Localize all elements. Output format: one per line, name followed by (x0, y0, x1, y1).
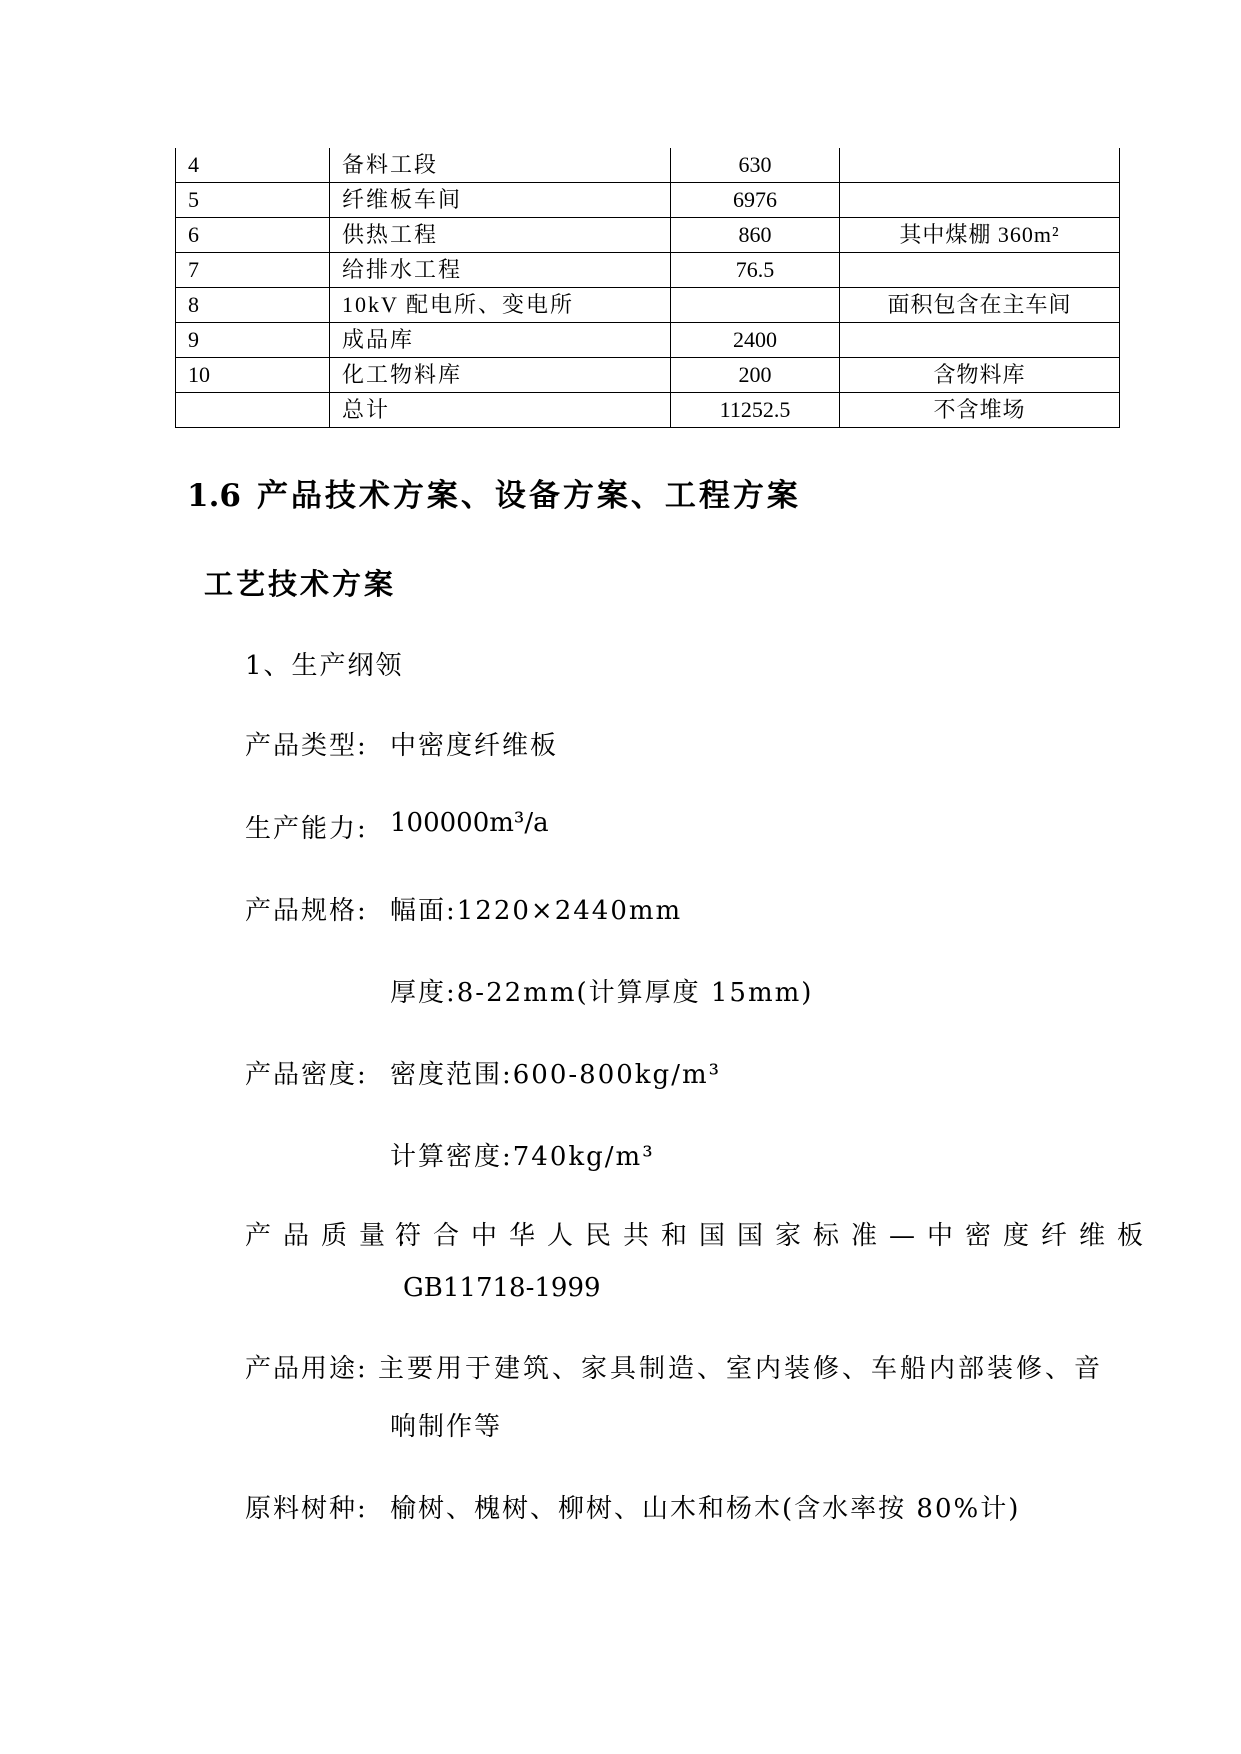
row-area: 630 (671, 148, 840, 183)
product-type-label: 产品类型: (245, 731, 368, 761)
row-note (840, 323, 1120, 358)
row-name: 成品库 (330, 323, 671, 358)
row-name: 纤维板车间 (330, 183, 671, 218)
table-row (176, 218, 1120, 253)
table-row (176, 183, 1120, 218)
item-production-program: 1、生产纲领 (245, 651, 404, 681)
row-name: 供热工程 (330, 218, 671, 253)
section-heading (187, 470, 801, 515)
row-area: 76.5 (671, 253, 840, 288)
species-label: 原料树种: (245, 1494, 368, 1524)
row-number: 7 (176, 253, 330, 288)
row-number: 8 (176, 288, 330, 323)
quality-value-line1: 符合中华人民共和国国家标准—中密度纤维板 (395, 1221, 1156, 1251)
species-value: 榆树、槐树、柳树、山木和杨木(含水率按 80%计) (390, 1494, 1021, 1524)
product-type-value: 中密度纤维板 (390, 731, 559, 761)
row-number: 10 (176, 358, 330, 393)
table-row (176, 323, 1120, 358)
quality-value-line2: GB11718-1999 (403, 1273, 601, 1303)
spec-label: 产品规格: (245, 896, 368, 926)
usage-label: 产品用途: (245, 1354, 368, 1384)
row-note (840, 183, 1120, 218)
row-area (671, 288, 840, 323)
row-number (176, 393, 330, 428)
row-area: 2400 (671, 323, 840, 358)
capacity-value: 100000m³/a (390, 808, 549, 838)
row-area: 860 (671, 218, 840, 253)
table-row-total (176, 393, 1120, 428)
row-note: 其中煤棚 360m² (840, 218, 1120, 253)
row-name: 备料工段 (330, 148, 671, 183)
usage-value-line2: 响制作等 (390, 1412, 503, 1442)
row-name: 10kV 配电所、变电所 (330, 288, 671, 323)
row-note: 含物料库 (840, 358, 1120, 393)
row-number: 5 (176, 183, 330, 218)
row-area: 200 (671, 358, 840, 393)
spec-width: 幅面:1220×2440mm (390, 896, 683, 926)
row-name: 总计 (330, 393, 671, 428)
row-note (840, 253, 1120, 288)
subsection-heading: 工艺技术方案 (204, 567, 397, 601)
table-row (176, 148, 1120, 183)
quality-label: 产品质量: (245, 1221, 418, 1251)
density-range: 密度范围:600-800kg/m³ (390, 1060, 722, 1090)
section-title: 产品技术方案、设备方案、工程方案 (256, 478, 801, 514)
density-label: 产品密度: (245, 1060, 368, 1090)
row-note: 不含堆场 (840, 393, 1120, 428)
section-number: 1.6 (187, 478, 241, 514)
table-row (176, 253, 1120, 288)
capacity-label: 生产能力: (245, 814, 368, 844)
row-number: 4 (176, 148, 330, 183)
row-number: 9 (176, 323, 330, 358)
table-row (176, 288, 1120, 323)
row-name: 给排水工程 (330, 253, 671, 288)
usage-value-line1: 主要用于建筑、家具制造、室内装修、车船内部装修、音 (378, 1354, 1104, 1384)
density-calc: 计算密度:740kg/m³ (390, 1142, 655, 1172)
spec-thickness: 厚度:8-22mm(计算厚度 15mm) (390, 978, 814, 1008)
building-area-table (175, 148, 1120, 428)
table-body (176, 148, 1120, 428)
row-note (840, 148, 1120, 183)
table-row (176, 358, 1120, 393)
row-note: 面积包含在主车间 (840, 288, 1120, 323)
row-area: 11252.5 (671, 393, 840, 428)
row-area: 6976 (671, 183, 840, 218)
row-number: 6 (176, 218, 330, 253)
row-name: 化工物料库 (330, 358, 671, 393)
